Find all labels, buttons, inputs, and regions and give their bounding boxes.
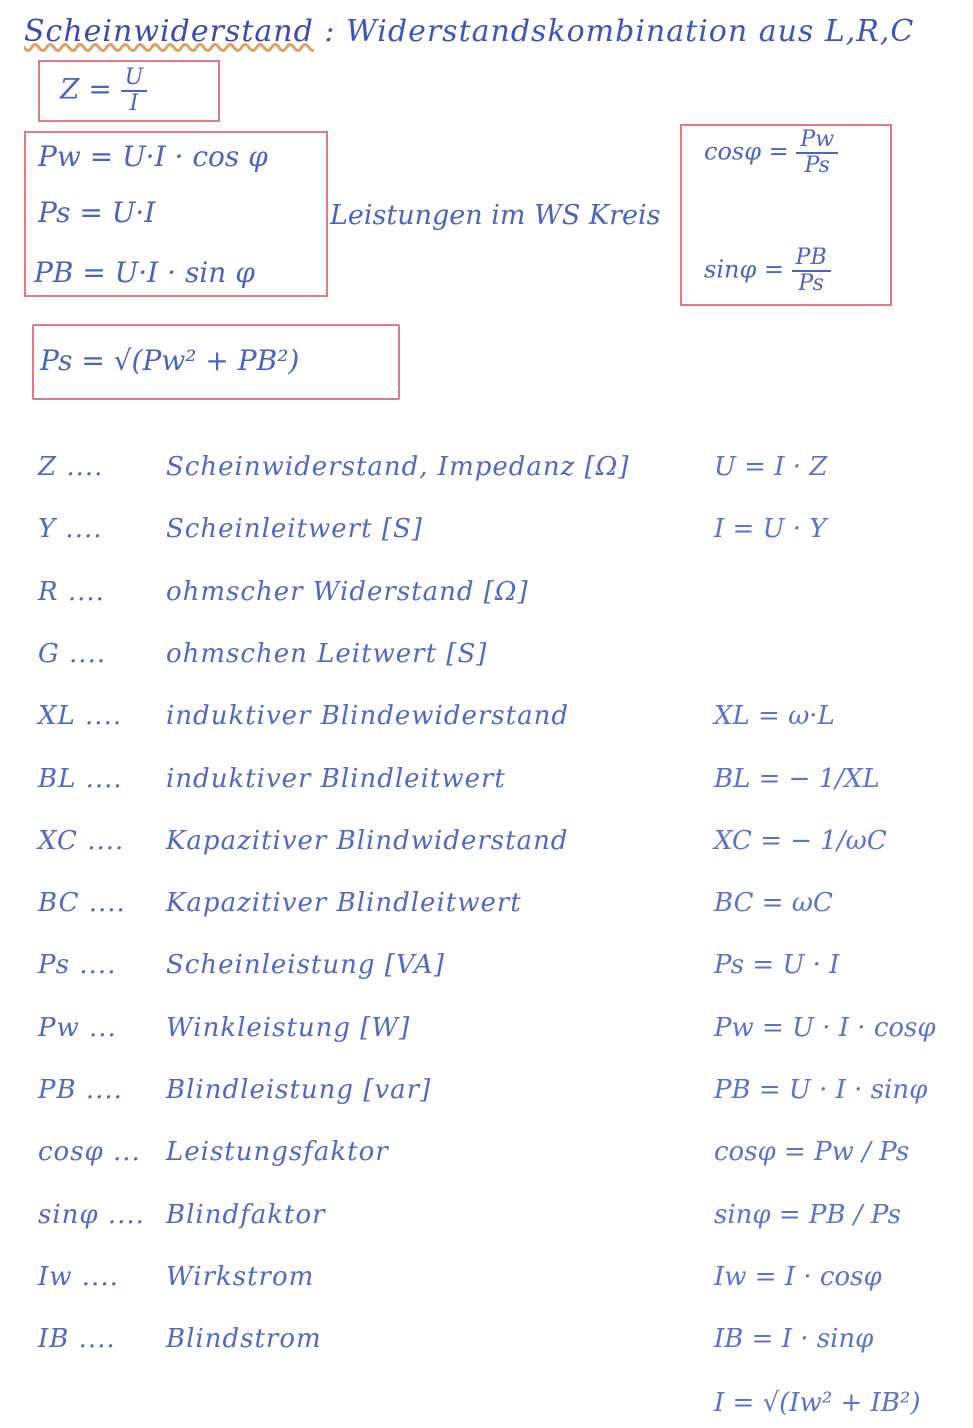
definition-symbol: Ps .... xyxy=(38,950,117,980)
definition-formula: XL = ω·L xyxy=(714,701,835,731)
definition-description: Wirkstrom xyxy=(166,1262,315,1292)
definition-symbol: R .... xyxy=(38,577,105,607)
definition-formula: I = U · Y xyxy=(714,514,827,544)
definition-symbol: Pw ... xyxy=(38,1013,117,1043)
definition-formula: Ps = U · I xyxy=(714,950,840,980)
z-den: I xyxy=(129,91,139,116)
definition-description: induktiver Blindleitwert xyxy=(166,764,506,794)
definition-description: ohmscher Widerstand [Ω] xyxy=(166,577,529,607)
sin-lhs: sinφ = xyxy=(704,255,784,284)
z-lhs: Z = xyxy=(60,72,112,106)
ps-formula: Ps = √(Pw² + PB²) xyxy=(40,344,300,377)
definition-symbol: Y .... xyxy=(38,514,103,544)
title-separator: : xyxy=(324,14,336,49)
definition-formula: U = I · Z xyxy=(714,452,828,482)
definition-formula: IB = I · sinφ xyxy=(714,1324,874,1354)
cos-den: Ps xyxy=(804,153,830,178)
definition-symbol: BL .... xyxy=(38,764,123,794)
definition-formula: cosφ = Pw / Ps xyxy=(714,1137,910,1167)
page-title xyxy=(24,14,914,49)
definition-formula: XC = − 1/ωC xyxy=(714,826,887,856)
sin-ratio xyxy=(704,246,831,296)
definition-formula: Pw = U · I · cosφ xyxy=(714,1013,936,1043)
z-fraction xyxy=(121,66,148,116)
definition-formula: BC = ωC xyxy=(714,888,833,918)
definition-formula: PB = U · I · sinφ xyxy=(714,1075,928,1105)
definition-symbol: XL .... xyxy=(38,701,123,731)
definition-description: Blindstrom xyxy=(166,1324,322,1354)
definition-formula: Iw = I · cosφ xyxy=(714,1262,882,1292)
definition-symbol: cosφ ... xyxy=(38,1137,141,1167)
title-rest: Widerstandskombination aus L,R,C xyxy=(345,14,915,49)
definition-symbol: XC .... xyxy=(38,826,125,856)
definition-description: Scheinleistung [VA] xyxy=(166,950,445,980)
definition-description: Winkleistung [W] xyxy=(166,1013,411,1043)
sin-den: Ps xyxy=(798,271,824,296)
definition-symbol: sinφ .... xyxy=(38,1200,145,1230)
definition-formula: sinφ = PB / Ps xyxy=(714,1200,901,1230)
cos-ratio xyxy=(704,128,838,178)
definition-description: ohmschen Leitwert [S] xyxy=(166,639,488,669)
definition-description: induktiver Blindewiderstand xyxy=(166,701,569,731)
definition-description: Kapazitiver Blindwiderstand xyxy=(166,826,569,856)
final-formula: I = √(Iw² + IB²) xyxy=(714,1388,921,1418)
power-row-3: PB = U·I · sin φ xyxy=(34,256,255,289)
definition-symbol: Iw .... xyxy=(38,1262,119,1292)
definition-description: Scheinleitwert [S] xyxy=(166,514,423,544)
title-main: Scheinwiderstand xyxy=(24,14,314,49)
definition-formula: BL = − 1/XL xyxy=(714,764,880,794)
power-row-1: Pw = U·I · cos φ xyxy=(38,140,268,173)
definition-description: Scheinwiderstand, Impedanz [Ω] xyxy=(166,452,630,482)
definition-symbol: PB .... xyxy=(38,1075,123,1105)
definition-description: Blindfaktor xyxy=(166,1200,326,1230)
sin-fraction xyxy=(792,246,831,296)
cos-num: Pw xyxy=(796,128,838,154)
definition-description: Leistungsfaktor xyxy=(166,1137,389,1167)
z-formula xyxy=(60,66,147,116)
definition-symbol: BC .... xyxy=(38,888,126,918)
sin-num: PB xyxy=(792,246,831,272)
power-row-2: Ps = U·I xyxy=(38,196,156,229)
definition-symbol: G .... xyxy=(38,639,107,669)
cos-fraction xyxy=(796,128,838,178)
definition-symbol: Z .... xyxy=(38,452,104,482)
definition-symbol: IB .... xyxy=(38,1324,116,1354)
definition-description: Blindleistung [var] xyxy=(166,1075,432,1105)
power-label: Leistungen im WS Kreis xyxy=(330,200,661,231)
definition-description: Kapazitiver Blindleitwert xyxy=(166,888,522,918)
z-num: U xyxy=(121,66,148,92)
cos-lhs: cosφ = xyxy=(704,137,789,166)
